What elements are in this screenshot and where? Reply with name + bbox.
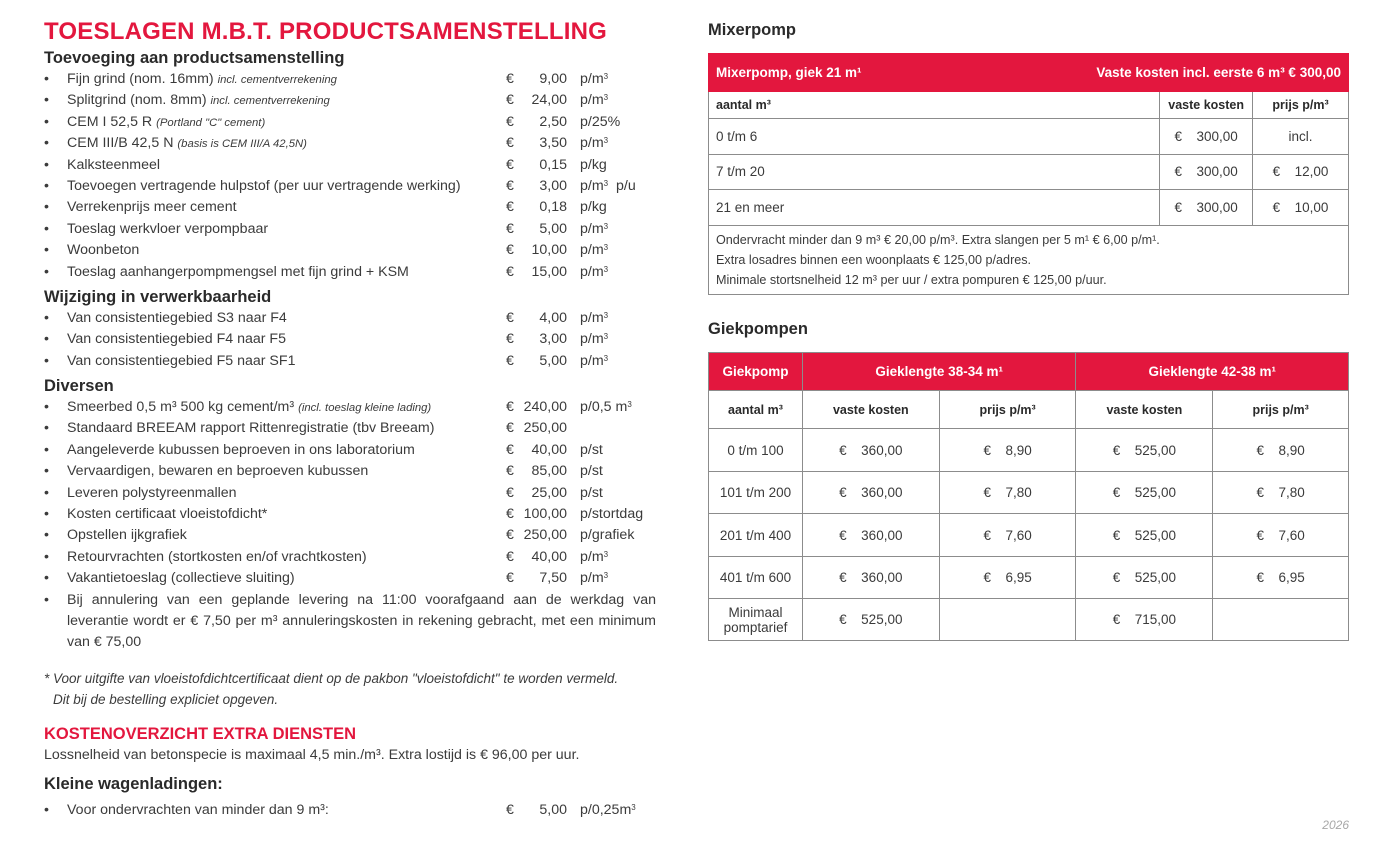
currency: €: [506, 331, 514, 348]
item-unit: p/0,5 $m^3$: [580, 399, 632, 416]
item-amount: 40,00: [531, 548, 567, 565]
item-unit: p/grafiek: [580, 527, 635, 544]
mixer-notes: [709, 225, 1349, 295]
mixerpomp-table: [708, 53, 1349, 295]
note-line: Minimale stortsnelheid 12 m³ per uur / extra pompuren € 125,00 p/uur.: [716, 273, 1107, 288]
list-item: [44, 155, 656, 176]
g1-fixed-cell: € 360,00: [802, 556, 939, 599]
currency: €: [506, 420, 514, 437]
g1-price-cell: € 7,80: [939, 471, 1076, 514]
item-label: • Leveren polystyreenmallen: [67, 484, 237, 501]
item-amount: 4,00: [539, 309, 567, 326]
g1-price-cell: € 6,95: [939, 556, 1076, 599]
currency: €: [506, 242, 514, 259]
item-amount: 5,00: [539, 801, 567, 818]
extra-services-heading: KOSTENOVERZICHT EXTRA DIENSTEN: [44, 724, 356, 743]
table-column-headers: [709, 92, 1349, 119]
table-row: [709, 514, 1349, 557]
page-title: TOESLAGEN M.B.T. PRODUCTSAMENSTELLING: [44, 18, 607, 45]
g2-price-cell: € 8,90: [1213, 429, 1349, 472]
table-row: [709, 119, 1349, 155]
list-item: [44, 240, 656, 261]
g2-price-cell: € 7,80: [1213, 471, 1349, 514]
item-unit: p/kg: [580, 199, 607, 216]
currency: €: [506, 135, 514, 152]
currency: €: [506, 506, 514, 523]
list-item: [44, 112, 656, 133]
mixer-notes-row: [709, 225, 1349, 295]
small-loads-list: [44, 800, 656, 821]
currency: €: [506, 527, 514, 544]
currency: €: [506, 220, 514, 237]
item-amount: 100,00: [523, 506, 567, 523]
column-header: Gieklengte 38-34 m¹: [802, 353, 1076, 391]
g2-price-cell: € 7,60: [1213, 514, 1349, 557]
min-g1: € 525,00: [802, 599, 939, 641]
list-item: [44, 483, 656, 504]
year-label: 2026: [1322, 818, 1349, 832]
giekpompen-heading: Giekpompen: [708, 320, 808, 339]
min-label: Minimaal pomptarief: [709, 599, 803, 641]
item-note: incl. cementverrekening: [217, 74, 337, 86]
item-amount: 3,00: [539, 177, 567, 194]
section-heading: Diversen: [44, 377, 114, 396]
currency: €: [506, 113, 514, 130]
item-label: • Smeerbed 0,5 m³ 500 kg cement/m³ (incl. toeslag kleine lading): [67, 399, 432, 416]
g1-fixed-cell: € 360,00: [802, 429, 939, 472]
currency: €: [506, 199, 514, 216]
item-label: • Fijn grind (nom. 16mm) incl. cementverrekening: [67, 71, 337, 87]
g1-fixed-cell: € 360,00: [802, 514, 939, 557]
item-amount: 40,00: [531, 441, 567, 458]
item-amount: 9,00: [539, 71, 567, 87]
item-unit: $p/m^3$: [580, 92, 609, 109]
list-item: [44, 308, 656, 329]
g2-fixed-cell: € 525,00: [1076, 471, 1213, 514]
item-amount: 85,00: [531, 463, 567, 480]
fixed-cell: € 300,00: [1160, 190, 1253, 226]
price-cell: € 10,00: [1253, 190, 1349, 226]
item-unit: p/st: [580, 484, 603, 501]
item-unit: $p/m^3$: [580, 71, 609, 87]
column-header: aantal m³: [709, 391, 803, 429]
giekpompen-table: [708, 352, 1349, 641]
currency: €: [506, 177, 514, 194]
column-header: prijs p/m³: [1213, 391, 1349, 429]
currency: €: [506, 399, 514, 416]
min-g2: € 715,00: [1076, 599, 1213, 641]
fixed-cell: € 300,00: [1160, 119, 1253, 155]
item-unit: $p/m^3$: [580, 548, 609, 565]
currency: €: [506, 156, 514, 173]
list-item: [44, 504, 656, 525]
currency: €: [506, 463, 514, 480]
item-amount: 5,00: [539, 352, 567, 369]
g2-fixed-cell: € 525,00: [1076, 514, 1213, 557]
footnote-line: Dit bij de bestelling expliciet opgeven.: [53, 692, 279, 708]
table-header-row: [709, 353, 1349, 391]
item-unit: $p/m^3$: [580, 263, 609, 280]
empty-cell: [939, 599, 1076, 641]
item-amount: 7,50: [539, 570, 567, 587]
item-amount: 3,50: [539, 135, 567, 152]
item-unit: p/st: [580, 463, 603, 480]
list-item: [44, 351, 656, 372]
item-unit: p/st: [580, 441, 603, 458]
list-item: [44, 440, 656, 461]
currency: €: [506, 352, 514, 369]
item-label: • Standaard BREEAM rapport Rittenregistratie (tbv Breeam): [67, 420, 435, 437]
price-list: [44, 69, 656, 283]
item-label: • Splitgrind (nom. 8mm) incl. cementverrekening: [67, 92, 330, 109]
range-cell: 0 t/m 6: [709, 119, 1160, 155]
mixer-title: Mixerpomp, giek 21 m¹: [716, 65, 862, 80]
g1-fixed-cell: € 360,00: [802, 471, 939, 514]
list-item: [44, 90, 656, 111]
column-header: vaste kosten: [802, 391, 939, 429]
item-amount: 25,00: [531, 484, 567, 501]
section-heading: Toevoeging aan productsamenstelling: [44, 49, 345, 67]
g2-price-cell: € 6,95: [1213, 556, 1349, 599]
list-item: [44, 568, 656, 589]
item-unit: p/stortdag: [580, 506, 644, 523]
table-column-headers: [709, 391, 1349, 429]
range-cell: 401 t/m 600: [709, 556, 803, 599]
column-header: vaste kosten: [1076, 391, 1213, 429]
left-column: [44, 16, 656, 821]
column-header: Giekpomp: [709, 353, 803, 391]
list-item: [44, 397, 656, 418]
item-label: • Verrekenprijs meer cement: [67, 199, 237, 216]
empty-cell: [1213, 599, 1349, 641]
currency: €: [506, 484, 514, 501]
g2-fixed-cell: € 525,00: [1076, 429, 1213, 472]
item-note: (incl. toeslag kleine lading): [298, 402, 432, 415]
item-unit: $p/m^3$: [580, 220, 609, 237]
item-amount: 3,00: [539, 331, 567, 348]
item-amount: 0,15: [539, 156, 567, 173]
list-item: [44, 590, 656, 654]
item-label: • Toeslag werkvloer verpompbaar: [67, 220, 269, 237]
note-line: Extra losadres binnen een woonplaats € 125,00 p/adres.: [716, 252, 1032, 267]
item-unit: $p/m^3$: [580, 331, 609, 348]
list-item: [44, 547, 656, 568]
footnote-line: * Voor uitgifte van vloeistofdichtcertificaat dient op de pakbon "vloeistofdicht" te worden vermeld.: [44, 670, 619, 686]
table-row: [709, 154, 1349, 190]
list-item: [44, 525, 656, 546]
list-item: [44, 329, 656, 350]
currency: €: [506, 263, 514, 280]
g1-price-cell: € 8,90: [939, 429, 1076, 472]
section-heading: Wijziging in verwerkbaarheid: [44, 287, 272, 306]
item-amount: 240,00: [523, 399, 567, 416]
table-row: [709, 556, 1349, 599]
item-label: • Toevoegen vertragende hulpstof (per uur vertragende werking): [67, 177, 461, 194]
item-label: • Opstellen ijkgrafiek: [67, 527, 187, 544]
column-header: Gieklengte 42-38 m¹: [1076, 353, 1349, 391]
item-unit: $p/m^3$: [580, 309, 609, 326]
list-item: [44, 219, 656, 240]
item-amount: 250,00: [523, 420, 567, 437]
price-cell: incl.: [1253, 119, 1349, 155]
g2-fixed-cell: € 525,00: [1076, 556, 1213, 599]
column-header: prijs p/m³: [1253, 92, 1349, 119]
g1-price-cell: € 7,60: [939, 514, 1076, 557]
item-label: • Van consistentiegebied S3 naar F4: [67, 309, 287, 326]
list-item: [44, 69, 656, 90]
item-label: • Voor ondervrachten van minder dan 9 m³:: [67, 801, 329, 818]
item-unit: $p/m^3$: [580, 570, 609, 587]
currency: €: [506, 71, 514, 87]
column-header: prijs p/m³: [939, 391, 1076, 429]
item-unit: $p/m^3$: [580, 242, 609, 259]
item-amount: 10,00: [531, 242, 567, 259]
item-amount: 15,00: [531, 263, 567, 280]
item-label: • CEM I 52,5 R (Portland "C" cement): [67, 113, 266, 130]
item-amount: 24,00: [531, 92, 567, 109]
list-item: [44, 461, 656, 482]
item-note: (Portland "C" cement): [156, 116, 266, 129]
item-note: incl. cementverrekening: [210, 95, 330, 108]
list-item: [44, 262, 656, 283]
item-label: • CEM III/B 42,5 N (basis is CEM III/A 42,5N): [67, 135, 307, 152]
cancellation-text: • Bij annulering van een geplande levering na 11:00 voorafgaand aan de werkdag van leverantie wordt er € 7,50 per m³ annuleringskosten in rekening gebracht, met een minimum van € 75,00: [67, 591, 656, 651]
list-item: [44, 197, 656, 218]
range-cell: 21 en meer: [709, 190, 1160, 226]
item-amount: 5,00: [539, 220, 567, 237]
item-unit: p/kg: [580, 156, 607, 173]
price-list: [44, 308, 656, 372]
range-cell: 201 t/m 400: [709, 514, 803, 557]
item-unit: $p/0,25m^3$: [580, 801, 636, 818]
column-header: vaste kosten: [1160, 92, 1253, 119]
column-header: aantal m³: [709, 92, 1160, 119]
table-row: [709, 599, 1349, 641]
item-label: • Aangeleverde kubussen beproeven in ons laboratorium: [67, 441, 415, 458]
item-label: • Vakantietoeslag (collectieve sluiting): [67, 570, 295, 587]
currency: €: [506, 570, 514, 587]
item-amount: 2,50: [539, 113, 567, 130]
footnote: [44, 668, 656, 711]
currency: €: [506, 548, 514, 565]
item-unit: $p/m^3$: [580, 135, 609, 152]
list-item: [44, 418, 656, 439]
table-row: [709, 190, 1349, 226]
range-cell: 0 t/m 100: [709, 429, 803, 472]
item-amount: 0,18: [539, 199, 567, 216]
table-header-row: [709, 54, 1349, 92]
item-unit: p/25%: [580, 113, 621, 130]
cancellation-list: [44, 590, 656, 654]
item-label: • Toeslag aanhangerpompmengsel met fijn grind + KSM: [67, 263, 409, 280]
right-column: [708, 20, 1349, 641]
item-label: • Van consistentiegebied F5 naar SF1: [67, 352, 296, 369]
mixer-fixed-cost: Vaste kosten incl. eerste 6 m³ € 300,00: [1096, 65, 1341, 80]
price-cell: € 12,00: [1253, 154, 1349, 190]
currency: €: [506, 441, 514, 458]
small-loads-heading: Kleine wagenladingen:: [44, 774, 223, 793]
table-row: [709, 429, 1349, 472]
currency: €: [506, 801, 514, 818]
range-cell: 101 t/m 200: [709, 471, 803, 514]
item-label: • Van consistentiegebied F4 naar F5: [67, 331, 286, 348]
item-amount: 250,00: [523, 527, 567, 544]
price-list: [44, 397, 656, 590]
currency: €: [506, 309, 514, 326]
item-label: • Kosten certificaat vloeistofdicht*: [67, 506, 268, 523]
item-unit: $p/m^3$: [580, 352, 609, 369]
list-item: [44, 176, 656, 197]
unloading-text: Lossnelheid van betonspecie is maximaal 4,5 min./m³. Extra lostijd is € 96,00 per uur.: [44, 746, 580, 763]
range-cell: 7 t/m 20: [709, 154, 1160, 190]
item-label: • Vervaardigen, bewaren en beproeven kubussen: [67, 463, 369, 480]
mixerpomp-heading: Mixerpomp: [708, 21, 797, 39]
fixed-cell: € 300,00: [1160, 154, 1253, 190]
currency: €: [506, 92, 514, 109]
item-unit: $p/m^3$ p/u: [580, 177, 636, 194]
note-line: Ondervracht minder dan 9 m³ € 20,00 p/m³. Extra slangen per 5 m¹ € 6,00 p/m¹.: [716, 232, 1160, 247]
item-label: • Kalksteenmeel: [67, 156, 161, 173]
list-item: [44, 133, 656, 154]
item-note: (basis is CEM III/A 42,5N): [177, 138, 307, 151]
item-label: • Woonbeton: [67, 242, 140, 259]
item-label: • Retourvrachten (stortkosten en/of vrachtkosten): [67, 548, 367, 565]
table-row: [709, 471, 1349, 514]
list-item: [44, 800, 656, 821]
